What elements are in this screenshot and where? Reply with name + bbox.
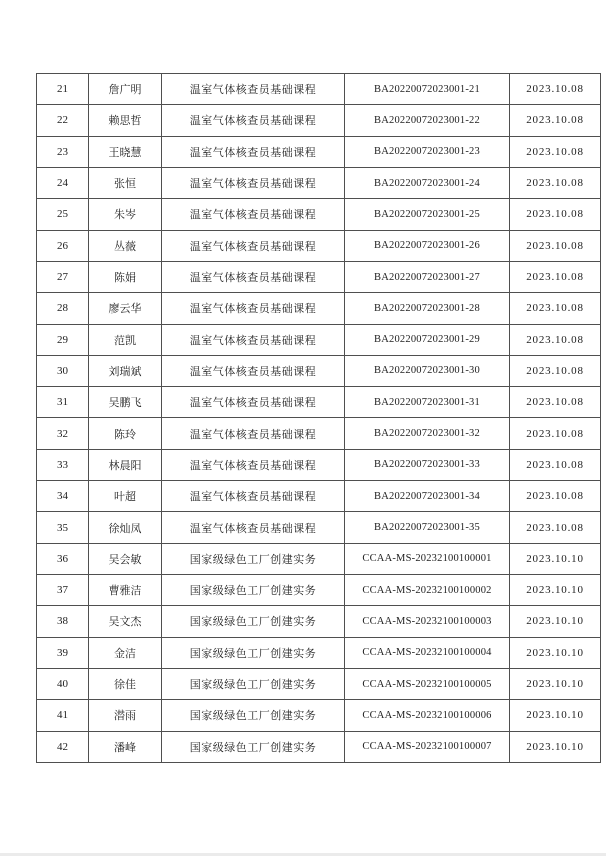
cell-name: 陈娟 [89, 261, 162, 292]
cell-name: 陈玲 [89, 418, 162, 449]
cell-certificate-no: BA20220072023001-35 [345, 512, 510, 543]
table-row [37, 449, 601, 480]
table-row [37, 136, 601, 167]
cell-name: 潜雨 [89, 700, 162, 731]
cell-index: 21 [37, 74, 89, 105]
cell-date: 2023.10.10 [510, 543, 601, 574]
table-row [37, 418, 601, 449]
cell-index: 27 [37, 261, 89, 292]
cell-certificate-no: BA20220072023001-30 [345, 355, 510, 386]
cell-index: 36 [37, 543, 89, 574]
cell-course: 温室气体核查员基础课程 [162, 136, 345, 167]
cell-name: 廖云华 [89, 293, 162, 324]
cell-name: 王晓慧 [89, 136, 162, 167]
table-row [37, 512, 601, 543]
table-row [37, 355, 601, 386]
table-row [37, 199, 601, 230]
cell-index: 39 [37, 637, 89, 668]
cell-index: 31 [37, 387, 89, 418]
cell-certificate-no: BA20220072023001-24 [345, 167, 510, 198]
cell-certificate-no: CCAA-MS-20232100100002 [345, 575, 510, 606]
cell-name: 潘峰 [89, 731, 162, 762]
cell-course: 国家级绿色工厂创建实务 [162, 637, 345, 668]
cell-date: 2023.10.08 [510, 261, 601, 292]
cell-name: 范凯 [89, 324, 162, 355]
table-row [37, 261, 601, 292]
table-row [37, 575, 601, 606]
cell-name: 吴鹏飞 [89, 387, 162, 418]
cell-date: 2023.10.10 [510, 731, 601, 762]
table-row [37, 324, 601, 355]
cell-certificate-no: BA20220072023001-28 [345, 293, 510, 324]
cell-index: 22 [37, 105, 89, 136]
cell-index: 29 [37, 324, 89, 355]
cell-course: 国家级绿色工厂创建实务 [162, 543, 345, 574]
cell-date: 2023.10.08 [510, 449, 601, 480]
cell-course: 温室气体核查员基础课程 [162, 230, 345, 261]
cell-date: 2023.10.08 [510, 167, 601, 198]
table-row [37, 105, 601, 136]
table-row [37, 543, 601, 574]
cell-name: 曹雅洁 [89, 575, 162, 606]
cell-index: 35 [37, 512, 89, 543]
table-row [37, 387, 601, 418]
cell-name: 徐灿凤 [89, 512, 162, 543]
cell-index: 26 [37, 230, 89, 261]
cell-certificate-no: BA20220072023001-23 [345, 136, 510, 167]
cell-name: 朱岑 [89, 199, 162, 230]
cell-course: 温室气体核查员基础课程 [162, 355, 345, 386]
cell-index: 24 [37, 167, 89, 198]
cell-index: 30 [37, 355, 89, 386]
cell-index: 34 [37, 481, 89, 512]
cell-date: 2023.10.08 [510, 105, 601, 136]
cell-index: 32 [37, 418, 89, 449]
cell-certificate-no: BA20220072023001-34 [345, 481, 510, 512]
cell-course: 温室气体核查员基础课程 [162, 512, 345, 543]
cell-certificate-no: CCAA-MS-20232100100006 [345, 700, 510, 731]
cell-date: 2023.10.10 [510, 668, 601, 699]
cell-course: 温室气体核查员基础课程 [162, 199, 345, 230]
cell-date: 2023.10.08 [510, 355, 601, 386]
cell-course: 温室气体核查员基础课程 [162, 387, 345, 418]
cell-name: 徐佳 [89, 668, 162, 699]
cell-certificate-no: CCAA-MS-20232100100001 [345, 543, 510, 574]
cell-course: 温室气体核查员基础课程 [162, 293, 345, 324]
cell-date: 2023.10.10 [510, 606, 601, 637]
table-row [37, 167, 601, 198]
cell-index: 37 [37, 575, 89, 606]
cell-index: 42 [37, 731, 89, 762]
cell-course: 国家级绿色工厂创建实务 [162, 731, 345, 762]
cell-course: 国家级绿色工厂创建实务 [162, 575, 345, 606]
cell-date: 2023.10.08 [510, 418, 601, 449]
cell-index: 41 [37, 700, 89, 731]
cell-index: 25 [37, 199, 89, 230]
cell-index: 38 [37, 606, 89, 637]
cell-date: 2023.10.08 [510, 387, 601, 418]
cell-date: 2023.10.08 [510, 136, 601, 167]
cell-date: 2023.10.08 [510, 74, 601, 105]
cell-certificate-no: BA20220072023001-21 [345, 74, 510, 105]
cell-index: 23 [37, 136, 89, 167]
cell-certificate-no: BA20220072023001-29 [345, 324, 510, 355]
cell-course: 国家级绿色工厂创建实务 [162, 606, 345, 637]
table-row [37, 637, 601, 668]
cell-course: 温室气体核查员基础课程 [162, 74, 345, 105]
table-row [37, 668, 601, 699]
cell-name: 詹广明 [89, 74, 162, 105]
cell-index: 40 [37, 668, 89, 699]
cell-course: 温室气体核查员基础课程 [162, 261, 345, 292]
certificate-table-body [37, 74, 601, 763]
cell-name: 金洁 [89, 637, 162, 668]
cell-date: 2023.10.08 [510, 324, 601, 355]
cell-certificate-no: BA20220072023001-32 [345, 418, 510, 449]
cell-certificate-no: BA20220072023001-31 [345, 387, 510, 418]
cell-date: 2023.10.08 [510, 230, 601, 261]
cell-name: 刘瑞斌 [89, 355, 162, 386]
cell-course: 温室气体核查员基础课程 [162, 324, 345, 355]
cell-course: 温室气体核查员基础课程 [162, 481, 345, 512]
cell-certificate-no: BA20220072023001-27 [345, 261, 510, 292]
cell-date: 2023.10.08 [510, 481, 601, 512]
cell-name: 林晨阳 [89, 449, 162, 480]
cell-course: 温室气体核查员基础课程 [162, 167, 345, 198]
certificate-table [36, 73, 601, 763]
table-row [37, 293, 601, 324]
table-row [37, 606, 601, 637]
cell-date: 2023.10.08 [510, 293, 601, 324]
cell-certificate-no: CCAA-MS-20232100100005 [345, 668, 510, 699]
cell-name: 张恒 [89, 167, 162, 198]
cell-date: 2023.10.08 [510, 199, 601, 230]
cell-date: 2023.10.10 [510, 637, 601, 668]
cell-name: 丛薇 [89, 230, 162, 261]
cell-course: 国家级绿色工厂创建实务 [162, 668, 345, 699]
cell-certificate-no: CCAA-MS-20232100100003 [345, 606, 510, 637]
table-row [37, 481, 601, 512]
cell-certificate-no: CCAA-MS-20232100100007 [345, 731, 510, 762]
cell-date: 2023.10.10 [510, 575, 601, 606]
cell-name: 叶超 [89, 481, 162, 512]
cell-certificate-no: CCAA-MS-20232100100004 [345, 637, 510, 668]
cell-index: 33 [37, 449, 89, 480]
cell-course: 温室气体核查员基础课程 [162, 418, 345, 449]
table-row [37, 74, 601, 105]
cell-name: 吴文杰 [89, 606, 162, 637]
cell-certificate-no: BA20220072023001-25 [345, 199, 510, 230]
cell-certificate-no: BA20220072023001-26 [345, 230, 510, 261]
cell-name: 吴会敏 [89, 543, 162, 574]
cell-certificate-no: BA20220072023001-22 [345, 105, 510, 136]
cell-date: 2023.10.08 [510, 512, 601, 543]
table-row [37, 230, 601, 261]
cell-course: 国家级绿色工厂创建实务 [162, 700, 345, 731]
cell-course: 温室气体核查员基础课程 [162, 105, 345, 136]
table-row [37, 700, 601, 731]
cell-course: 温室气体核查员基础课程 [162, 449, 345, 480]
cell-date: 2023.10.10 [510, 700, 601, 731]
cell-name: 赖思哲 [89, 105, 162, 136]
table-row [37, 731, 601, 762]
cell-certificate-no: BA20220072023001-33 [345, 449, 510, 480]
cell-index: 28 [37, 293, 89, 324]
